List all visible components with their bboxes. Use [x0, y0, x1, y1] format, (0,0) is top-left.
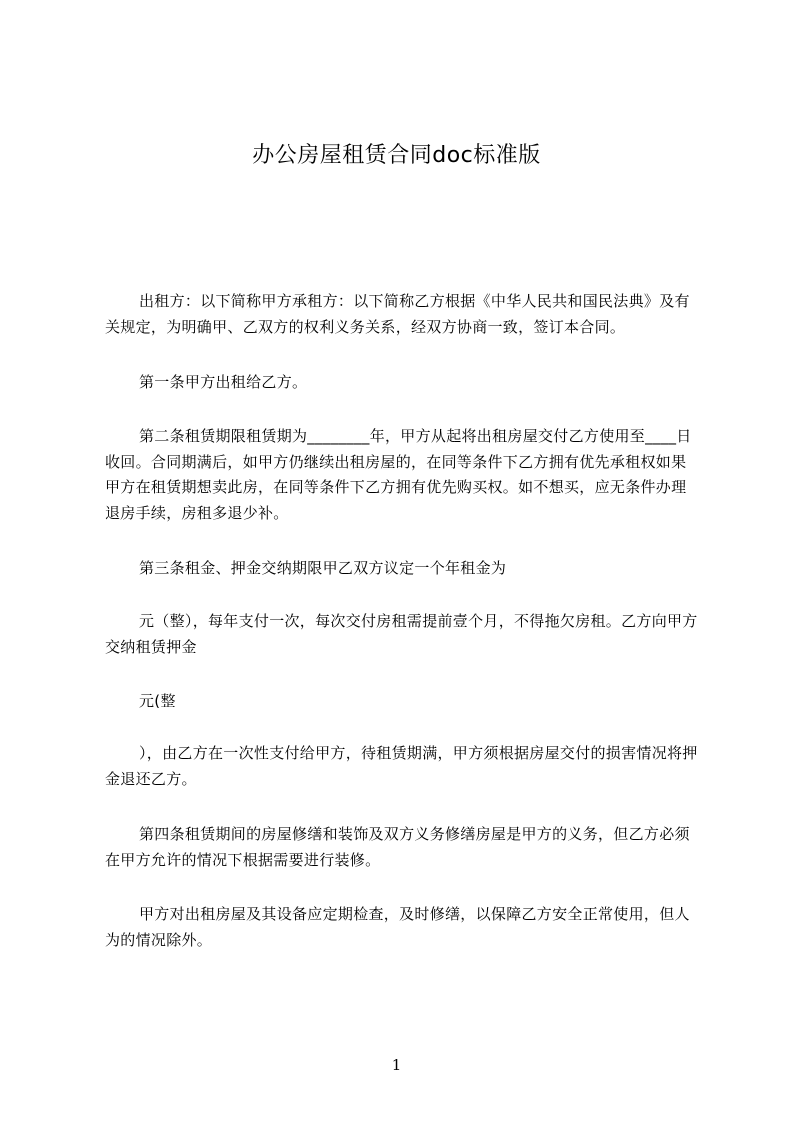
paragraph-text: 第四条租赁期间的房屋修缮和装饰及双方义务修缮房屋是甲方的义务，但乙方必须在甲方允许的情况下根据需要进行装修。	[105, 825, 690, 869]
paragraph-text: ），由乙方在一次性支付给甲方，待租赁期满，甲方须根据房屋交付的损害情况将押金退还乙方。	[105, 744, 698, 788]
paragraph-article-3	[105, 556, 700, 582]
paragraph-text: 元(整	[139, 692, 176, 710]
paragraph-article-2	[105, 424, 700, 526]
paragraph-text: 第一条甲方出租给乙方。	[139, 373, 308, 391]
paragraph-text: 第二条租赁期限租赁期为________年，甲方从起将出租房屋交付乙方使用至____日收回。合同期满后，如甲方仍继续出租房屋的，在同等条件下乙方拥有优先承租权如果甲方在租赁期想卖此房，在同等条件下乙方拥有优先购买权。如不想买，应无条件办理退房手续，房租多退少补。	[105, 427, 692, 522]
paragraph-text: 甲方对出租房屋及其设备应定期检查，及时修缮，以保障乙方安全正常使用，但人为的情况除外。	[105, 905, 690, 949]
paragraph-preamble	[105, 289, 700, 340]
paragraph-text: 元（整），每年支付一次，每次交付房租需提前壹个月，不得拖欠房租。乙方向甲方交纳租赁押金	[105, 612, 698, 656]
document-title: 办公房屋租赁合同doc标准版	[252, 143, 541, 168]
paragraph-deposit-amount	[105, 689, 700, 715]
paragraph-deposit-return	[105, 741, 700, 792]
paragraph-maintenance	[105, 902, 700, 953]
paragraph-text: 出租方：以下简称甲方承租方：以下简称乙方根据《中华人民共和国民法典》及有关规定，为明确甲、乙双方的权利义务关系，经双方协商一致，签订本合同。	[105, 292, 690, 336]
page-number: 1	[391, 1056, 402, 1074]
paragraph-rent-payment	[105, 609, 700, 660]
paragraph-article-1	[105, 370, 700, 396]
paragraph-text: 第三条租金、押金交纳期限甲乙双方议定一个年租金为	[139, 559, 507, 577]
paragraph-article-4	[105, 822, 700, 873]
